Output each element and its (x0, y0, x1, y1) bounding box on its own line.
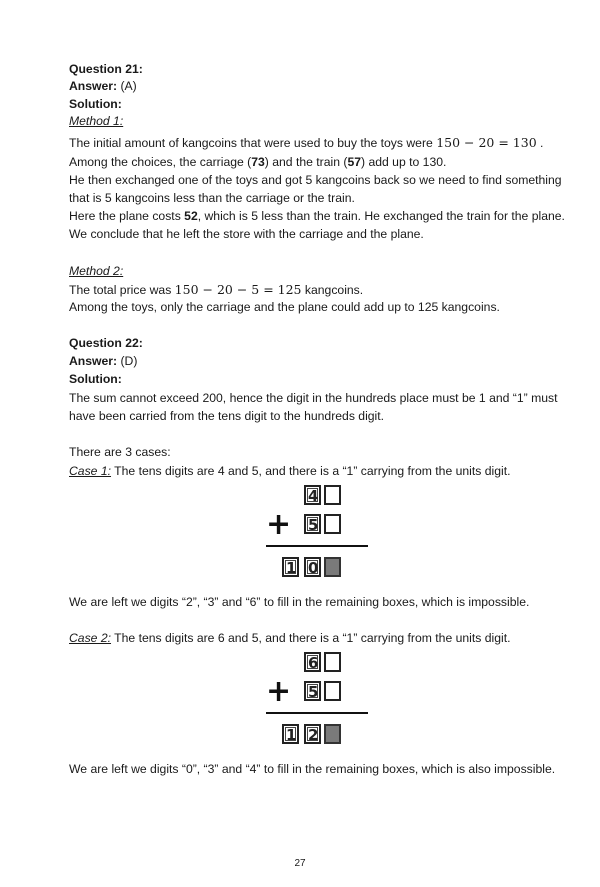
q21-solution-label: Solution: (69, 97, 122, 111)
digit: 4 (308, 487, 319, 505)
empty-box (324, 652, 341, 672)
q21-m1-line2 (69, 154, 569, 171)
digit-box (304, 514, 321, 534)
digit-box (304, 681, 321, 701)
digit-box (282, 724, 299, 744)
q21-m2-line1 (69, 281, 569, 299)
q22-sol-line2: have been carried from the tens digit to the hundreds digit. (69, 409, 385, 423)
sum-line (266, 545, 368, 547)
text: Among the choices, the carriage ( (69, 155, 252, 169)
answer-label: Answer: (69, 79, 118, 93)
q22-solution-label: Solution: (69, 372, 122, 386)
plane-price: 52 (184, 209, 198, 223)
text: ) add up to 130. (361, 155, 447, 169)
case2-line (69, 630, 569, 647)
text: . (536, 136, 544, 150)
shaded-box (324, 557, 341, 577)
q22-answer (69, 353, 569, 370)
equation: 150 − 20 = 130 (436, 135, 537, 150)
digit: 0 (308, 559, 319, 577)
page-number: 27 (294, 858, 306, 869)
sum-line (266, 712, 368, 714)
empty-box (324, 681, 341, 701)
equation: 150 − 20 − 5 = 125 (174, 282, 302, 297)
case1-line (69, 463, 569, 480)
q21-method1-title: Method 1: (69, 114, 124, 128)
case1-conclusion: We are left we digits “2”, “3” and “6” to fill in the remaining boxes, which is impossible. (69, 595, 530, 609)
case2-conclusion: We are left we digits “0”, “3” and “4” to fill in the remaining boxes, which is also impossible. (69, 762, 556, 776)
digit-box (282, 557, 299, 577)
text: Here the plane costs (69, 209, 185, 223)
plus-sign: + (266, 674, 292, 709)
question-21-heading: Question 21: (69, 62, 143, 76)
plus-sign: + (266, 507, 292, 542)
case2-title: Case 2: (69, 631, 112, 645)
text: ) and the train ( (264, 155, 348, 169)
q22-cases-intro: There are 3 cases: (69, 445, 171, 459)
q22-sol-line1: The sum cannot exceed 200, hence the digit in the hundreds place must be 1 and “1” must (69, 391, 558, 405)
text: , which is 5 less than the train. He exchanged the train for the plane. (197, 209, 565, 223)
digit-box (304, 557, 321, 577)
case1-text: The tens digits are 4 and 5, and there is a “1” carrying from the units digit. (111, 464, 511, 478)
text: The total price was (69, 283, 175, 297)
digit-box (304, 724, 321, 744)
digit: 2 (308, 726, 319, 744)
answer-label: Answer: (69, 354, 118, 368)
case2-text: The tens digits are 6 and 5, and there is a “1” carrying from the units digit. (111, 631, 511, 645)
empty-box (324, 514, 341, 534)
q21-m1-line1 (69, 134, 569, 152)
text: kangcoins. (301, 283, 364, 297)
answer-value: (D) (117, 354, 138, 368)
digit: 5 (308, 516, 319, 534)
digit: 1 (286, 559, 297, 577)
answer-value: (A) (117, 79, 137, 93)
empty-box (324, 485, 341, 505)
digit-box (304, 652, 321, 672)
text: The initial amount of kangcoins that were used to buy the toys were (69, 136, 437, 150)
digit: 6 (308, 654, 319, 672)
shaded-box (324, 724, 341, 744)
q21-method2-title: Method 2: (69, 264, 124, 278)
q21-m1-line3: He then exchanged one of the toys and got 5 kangcoins back so we need to find something (69, 173, 562, 187)
digit: 5 (308, 683, 319, 701)
q21-answer (69, 78, 569, 95)
carriage-price: 73 (251, 155, 265, 169)
question-22-heading: Question 22: (69, 336, 143, 350)
q21-m1-line5 (69, 208, 569, 225)
digit: 1 (286, 726, 297, 744)
case1-title: Case 1: (69, 464, 112, 478)
q21-m1-line4: that is 5 kangcoins less than the carriage or the train. (69, 191, 355, 205)
digit-box (304, 485, 321, 505)
q21-m1-line6: We conclude that he left the store with the carriage and the plane. (69, 227, 424, 241)
q21-m2-line2: Among the toys, only the carriage and the plane could add up to 125 kangcoins. (69, 300, 500, 314)
train-price: 57 (347, 155, 362, 169)
